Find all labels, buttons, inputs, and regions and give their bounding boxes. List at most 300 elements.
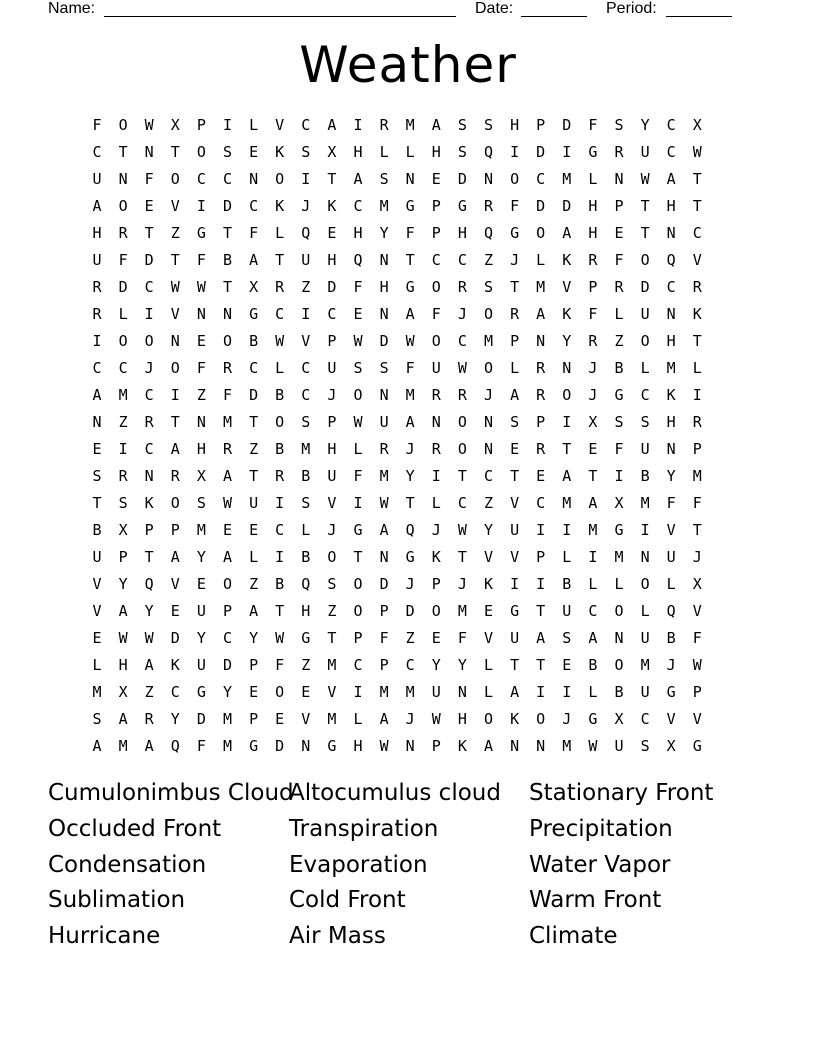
grid-letter: N	[640, 547, 650, 566]
grid-letter: C	[405, 655, 415, 674]
grid-letter: L	[405, 142, 415, 161]
grid-letter: I	[562, 520, 572, 539]
grid-letter: E	[144, 196, 154, 215]
grid-letter: O	[640, 574, 650, 593]
grid-letter: D	[457, 169, 467, 188]
grid-letter: C	[275, 520, 285, 539]
grid-letter: S	[222, 142, 233, 161]
grid-letter: U	[92, 169, 102, 188]
grid-letter: Z	[144, 682, 154, 701]
grid-letter: Z	[118, 412, 128, 431]
grid-letter: E	[562, 655, 572, 674]
grid-letter: W	[118, 628, 128, 647]
grid-letter: I	[562, 142, 572, 161]
grid-letter: C	[431, 250, 441, 269]
grid-letter: J	[144, 358, 154, 377]
grid-letter: Y	[222, 682, 233, 701]
grid-letter: B	[562, 574, 572, 593]
grid-letter: S	[483, 277, 494, 296]
grid-letter: W	[379, 493, 389, 512]
grid-letter: T	[170, 142, 180, 161]
grid-letter: X	[614, 493, 624, 512]
grid-letter: W	[379, 736, 389, 755]
word-list	[48, 778, 768, 958]
grid-letter: B	[249, 331, 259, 350]
grid-letter: B	[275, 574, 285, 593]
grid-letter: Y	[379, 223, 389, 242]
grid-letter: V	[92, 574, 102, 593]
grid-letter: I	[588, 547, 598, 566]
grid-letter: N	[510, 736, 520, 755]
grid-letter: O	[431, 601, 441, 620]
grid-letter: G	[510, 223, 520, 242]
grid-letter: K	[483, 574, 494, 593]
grid-letter: A	[405, 412, 415, 431]
grid-letter: B	[666, 628, 676, 647]
grid-letter: C	[92, 358, 102, 377]
grid-letter: E	[170, 601, 180, 620]
grid-letter: S	[118, 493, 128, 512]
grid-letter: T	[249, 466, 259, 485]
grid-letter: S	[301, 412, 311, 431]
grid-letter: P	[614, 196, 624, 215]
grid-letter: Y	[196, 547, 206, 566]
grid-letter: P	[510, 331, 520, 350]
grid-letter: Y	[118, 574, 128, 593]
grid-letter: U	[640, 682, 650, 701]
grid-letter: L	[353, 439, 363, 458]
grid-letter: T	[353, 547, 363, 566]
grid-letter: O	[640, 250, 650, 269]
grid-letter: A	[379, 709, 389, 728]
grid-letter: R	[92, 304, 102, 323]
grid-letter: R	[275, 466, 285, 485]
grid-letter: V	[327, 682, 337, 701]
grid-letter: C	[457, 250, 467, 269]
grid-letter: R	[170, 466, 180, 485]
grid-letter: T	[457, 466, 467, 485]
grid-letter: P	[379, 655, 389, 674]
grid-letter: H	[353, 142, 363, 161]
grid-letter: Y	[666, 466, 676, 485]
grid-letter: T	[588, 466, 598, 485]
grid-letter: V	[275, 115, 285, 134]
grid-letter: K	[327, 196, 337, 215]
grid-letter: H	[457, 709, 467, 728]
grid-letter: S	[510, 412, 520, 431]
grid-letter: S	[640, 412, 650, 431]
grid-letter: T	[536, 601, 546, 620]
grid-letter: W	[640, 169, 650, 188]
grid-letter: Q	[170, 736, 180, 755]
grid-letter: N	[405, 736, 415, 755]
grid-letter: C	[327, 304, 337, 323]
grid-letter: Q	[144, 574, 154, 593]
grid-letter: Y	[144, 601, 154, 620]
grid-letter: C	[640, 385, 650, 404]
grid-letter: Q	[666, 250, 676, 269]
grid-letter: R	[457, 277, 467, 296]
grid-letter: M	[640, 493, 650, 512]
grid-letter: L	[301, 520, 311, 539]
grid-letter: O	[170, 493, 180, 512]
grid-letter: H	[353, 736, 363, 755]
grid-letter: R	[222, 439, 233, 458]
grid-letter: J	[588, 358, 598, 377]
grid-letter: F	[614, 439, 624, 458]
grid-letter: W	[170, 277, 180, 296]
grid-letter: J	[588, 385, 598, 404]
grid-letter: X	[327, 142, 337, 161]
grid-letter: C	[666, 115, 676, 134]
grid-letter: H	[92, 223, 102, 242]
grid-letter: M	[379, 682, 389, 701]
grid-letter: C	[692, 223, 702, 242]
grid-letter: L	[483, 682, 494, 701]
grid-letter: I	[170, 385, 180, 404]
grid-letter: I	[275, 547, 285, 566]
grid-letter: L	[249, 115, 259, 134]
grid-letter: L	[275, 223, 285, 242]
grid-letter: M	[379, 466, 389, 485]
grid-letter: G	[614, 520, 624, 539]
grid-letter: Z	[405, 628, 415, 647]
grid-letter: O	[275, 682, 285, 701]
grid-letter: K	[562, 304, 572, 323]
grid-letter: C	[666, 277, 676, 296]
grid-letter: Z	[196, 385, 206, 404]
grid-letter: S	[92, 466, 102, 485]
grid-letter: L	[692, 358, 702, 377]
grid-letter: X	[692, 115, 702, 134]
grid-letter: R	[144, 412, 154, 431]
grid-letter: K	[431, 547, 441, 566]
grid-letter: B	[92, 520, 102, 539]
grid-letter: J	[692, 547, 702, 566]
grid-letter: E	[222, 520, 233, 539]
grid-letter: F	[431, 304, 441, 323]
grid-letter: S	[457, 115, 467, 134]
name-label: Name:	[48, 0, 96, 17]
grid-letter: P	[431, 223, 441, 242]
grid-letter: W	[144, 115, 154, 134]
grid-letter: C	[144, 385, 154, 404]
grid-letter: M	[405, 385, 415, 404]
grid-letter: C	[249, 196, 259, 215]
grid-letter: A	[666, 169, 676, 188]
grid-letter: K	[510, 709, 520, 728]
grid-letter: Z	[170, 223, 180, 242]
grid-letter: S	[614, 412, 624, 431]
grid-letter: C	[301, 115, 311, 134]
grid-letter: U	[640, 439, 650, 458]
grid-letter: C	[536, 169, 546, 188]
grid-letter: X	[170, 115, 180, 134]
word-list-item: Condensation	[48, 851, 207, 878]
grid-letter: L	[588, 169, 598, 188]
grid-letter: Z	[301, 277, 311, 296]
grid-letter: G	[457, 196, 467, 215]
grid-letter: N	[144, 466, 154, 485]
grid-letter: I	[353, 493, 363, 512]
grid-letter: R	[588, 331, 598, 350]
grid-letter: F	[379, 628, 389, 647]
grid-letter: E	[614, 223, 624, 242]
grid-letter: P	[196, 115, 206, 134]
grid-letter: L	[562, 547, 572, 566]
grid-letter: V	[170, 304, 180, 323]
grid-letter: C	[301, 385, 311, 404]
grid-letter: V	[666, 520, 676, 539]
word-list-item: Occluded Front	[48, 815, 222, 842]
grid-letter: O	[457, 412, 467, 431]
grid-letter: I	[353, 115, 363, 134]
grid-letter: M	[222, 412, 233, 431]
grid-letter: F	[510, 196, 520, 215]
grid-letter: S	[562, 628, 572, 647]
grid-letter: D	[405, 601, 415, 620]
grid-letter: U	[196, 601, 206, 620]
grid-letter: M	[118, 736, 128, 755]
grid-letter: L	[275, 358, 285, 377]
grid-letter: G	[249, 736, 259, 755]
grid-letter: C	[457, 493, 467, 512]
grid-letter: C	[666, 142, 676, 161]
grid-letter: G	[405, 547, 415, 566]
grid-letter: O	[144, 331, 154, 350]
grid-letter: T	[692, 331, 702, 350]
grid-letter: S	[327, 574, 337, 593]
page-title: Weather	[299, 36, 517, 94]
grid-letter: Y	[249, 628, 259, 647]
grid-letter: P	[536, 547, 546, 566]
grid-letter: O	[196, 142, 206, 161]
date-label: Date:	[475, 0, 514, 17]
grid-letter: X	[588, 412, 598, 431]
grid-letter: A	[588, 628, 598, 647]
grid-letter: I	[431, 466, 441, 485]
grid-letter: W	[353, 331, 363, 350]
grid-letter: I	[692, 385, 702, 404]
grid-letter: E	[196, 331, 206, 350]
grid-letter: G	[196, 223, 206, 242]
grid-letter: A	[536, 628, 546, 647]
grid-letter: M	[562, 493, 572, 512]
grid-letter: V	[692, 709, 702, 728]
grid-letter: R	[379, 439, 389, 458]
grid-letter: Y	[483, 520, 494, 539]
grid-letter: Y	[196, 628, 206, 647]
grid-letter: F	[405, 358, 415, 377]
grid-letter: F	[353, 277, 363, 296]
grid-letter: J	[666, 655, 676, 674]
grid-letter: V	[666, 709, 676, 728]
grid-letter: A	[510, 385, 520, 404]
grid-letter: N	[379, 304, 389, 323]
grid-letter: D	[222, 196, 233, 215]
grid-letter: O	[510, 169, 520, 188]
grid-letter: N	[170, 331, 180, 350]
grid-letter: O	[118, 331, 128, 350]
grid-letter: B	[275, 385, 285, 404]
grid-letter: Z	[327, 601, 337, 620]
grid-letter: L	[614, 574, 624, 593]
grid-letter: B	[614, 358, 624, 377]
grid-letter: A	[170, 547, 180, 566]
grid-letter: N	[483, 439, 494, 458]
grid-letter: F	[588, 115, 598, 134]
grid-letter: P	[379, 601, 389, 620]
grid-letter: U	[666, 547, 676, 566]
grid-letter: B	[640, 466, 650, 485]
grid-letter: N	[483, 412, 494, 431]
grid-letter: I	[275, 493, 285, 512]
grid-letter: P	[536, 412, 546, 431]
grid-letter: I	[196, 196, 206, 215]
word-list-item: Altocumulus cloud	[289, 780, 501, 806]
grid-letter: S	[379, 169, 389, 188]
grid-letter: Q	[483, 223, 494, 242]
word-list-item: Stationary Front	[529, 780, 714, 806]
grid-letter: P	[249, 655, 259, 674]
grid-letter: O	[170, 358, 180, 377]
grid-letter: T	[222, 223, 233, 242]
grid-letter: N	[92, 412, 102, 431]
word-list-item: Cold Front	[289, 887, 406, 914]
grid-letter: J	[301, 196, 311, 215]
grid-letter: R	[222, 358, 233, 377]
grid-letter: R	[614, 142, 624, 161]
grid-letter: I	[562, 682, 572, 701]
grid-letter: N	[144, 142, 154, 161]
grid-letter: N	[666, 439, 676, 458]
grid-letter: X	[196, 466, 206, 485]
grid-letter: O	[562, 385, 572, 404]
grid-letter: N	[536, 331, 546, 350]
grid-letter: H	[510, 115, 520, 134]
grid-letter: E	[327, 223, 337, 242]
grid-letter: K	[275, 142, 285, 161]
grid-letter: T	[118, 142, 128, 161]
grid-letter: I	[536, 682, 546, 701]
grid-letter: B	[301, 466, 311, 485]
grid-letter: N	[431, 412, 441, 431]
grid-letter: E	[249, 682, 259, 701]
grid-letter: C	[353, 196, 363, 215]
grid-letter: Y	[170, 709, 180, 728]
grid-letter: L	[588, 574, 598, 593]
grid-letter: B	[222, 250, 233, 269]
grid-letter: Y	[405, 466, 415, 485]
grid-letter: L	[536, 250, 546, 269]
grid-letter: A	[222, 466, 233, 485]
grid-letter: A	[379, 520, 389, 539]
grid-letter: C	[249, 358, 259, 377]
grid-letter: G	[353, 520, 363, 539]
grid-letter: C	[196, 169, 206, 188]
grid-letter: R	[118, 466, 128, 485]
grid-letter: C	[353, 655, 363, 674]
grid-letter: M	[405, 682, 415, 701]
grid-letter: W	[457, 358, 467, 377]
grid-letter: C	[170, 682, 180, 701]
grid-letter: S	[457, 142, 467, 161]
grid-letter: A	[405, 304, 415, 323]
grid-letter: K	[170, 655, 180, 674]
grid-letter: L	[614, 304, 624, 323]
grid-letter: O	[431, 331, 441, 350]
grid-letter: O	[222, 331, 233, 350]
grid-letter: J	[405, 709, 415, 728]
grid-letter: U	[327, 358, 337, 377]
grid-letter: E	[588, 439, 598, 458]
grid-letter: Y	[457, 655, 467, 674]
grid-letter: A	[92, 385, 102, 404]
grid-letter: D	[327, 277, 337, 296]
grid-letter: T	[457, 547, 467, 566]
grid-letter: H	[588, 223, 598, 242]
word-list-item: Evaporation	[289, 851, 428, 878]
grid-letter: A	[118, 601, 128, 620]
grid-letter: E	[249, 142, 259, 161]
grid-letter: T	[144, 547, 154, 566]
grid-letter: E	[353, 304, 363, 323]
grid-letter: O	[170, 169, 180, 188]
grid-letter: I	[536, 574, 546, 593]
grid-letter: R	[536, 439, 546, 458]
grid-letter: I	[510, 574, 520, 593]
grid-letter: K	[666, 385, 676, 404]
grid-letter: C	[92, 142, 102, 161]
grid-letter: A	[249, 250, 259, 269]
grid-letter: B	[588, 655, 598, 674]
grid-letter: O	[483, 304, 494, 323]
grid-letter: L	[379, 142, 389, 161]
grid-letter: J	[562, 709, 572, 728]
grid-letter: O	[614, 655, 624, 674]
grid-letter: I	[92, 331, 102, 350]
grid-letter: M	[562, 736, 572, 755]
grid-letter: Q	[483, 142, 494, 161]
grid-letter: A	[431, 115, 441, 134]
grid-letter: X	[666, 736, 676, 755]
grid-letter: U	[431, 682, 441, 701]
grid-letter: Z	[249, 439, 259, 458]
grid-letter: M	[692, 466, 702, 485]
grid-letter: X	[118, 682, 128, 701]
grid-letter: P	[588, 277, 598, 296]
grid-letter: T	[405, 493, 415, 512]
grid-letter: W	[457, 520, 467, 539]
grid-letter: P	[431, 574, 441, 593]
grid-letter: R	[92, 277, 102, 296]
grid-letter: S	[353, 358, 363, 377]
grid-letter: Z	[483, 250, 494, 269]
grid-letter: K	[692, 304, 702, 323]
grid-letter: L	[510, 358, 520, 377]
grid-letter: K	[562, 250, 572, 269]
grid-letter: E	[196, 574, 206, 593]
grid-letter: C	[222, 628, 233, 647]
grid-letter: U	[196, 655, 206, 674]
grid-letter: F	[196, 358, 206, 377]
word-list-item: Sublimation	[48, 887, 186, 914]
grid-letter: P	[118, 547, 128, 566]
grid-letter: T	[510, 655, 520, 674]
grid-letter: M	[327, 655, 337, 674]
grid-letter: D	[536, 196, 546, 215]
grid-letter: J	[431, 520, 441, 539]
